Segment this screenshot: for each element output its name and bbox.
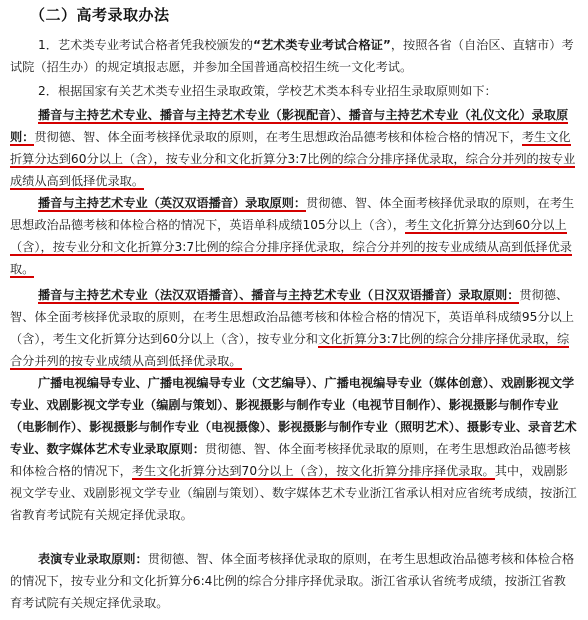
s5-body: 贯彻德、智、体全面考核择优录取的原则，在考生思想政治品德考核和体检合格的情况下，按专业分和文化折算分6:4比例的综合分排序择优录取。浙江省承认省统考成绩，按浙江省教育考试院有关规定择优录取。: [10, 552, 575, 610]
s2-body-1: 贯彻德、智、体全面考核择优录取的原则，在考生思想政治品德考核和体检合格的情况下，英语单科成绩105分以上（含），: [10, 196, 575, 232]
p1-text-c: ，按照各省（自治区、直辖市）考试院（招生办）的规定填报志愿，并参加全国普通高校招生统一文化考试。: [10, 38, 574, 74]
s1-heading: 播音与主持艺术专业、播音与主持艺术专业（影视配音）、播音与主持艺术专业（礼仪文化）录取原则：: [10, 108, 569, 144]
s3-body-1: 贯彻德、智、体全面考核择优录取的原则，在考生思想政治品德考核和体检合格的情况下，英语单科成绩95分以上（含），考生文化折算分达到60分以上（含），按专业分和: [10, 288, 574, 346]
s3-heading: 播音与主持艺术专业（法汉双语播音）、播音与主持艺术专业（日汉双语播音）录取原则：: [38, 288, 520, 302]
s4-body-2: 考生文化折算分达到70分以上（含），按文化折算分排序择优录取。: [131, 464, 495, 478]
s2-body-2: 考生文化折算分达到60分以上（含），按专业分和文化折算分3:7比例的综合分排序择优录取，综合分并列的按专业成绩从高到低择优录取。: [10, 218, 572, 276]
section-heading: （二）高考录取办法: [30, 6, 170, 24]
section-film-tv-majors: [10, 372, 578, 526]
section-performance: [10, 548, 578, 614]
s4-heading: 广播电视编导专业、广播电视编导专业（文艺编导）、广播电视编导专业（媒体创意）、戏剧影视文学专业、戏剧影视文学专业（编剧与策划）、影视摄影与制作专业（电视节目制作）、影视摄影与制作专业（电影制作）、影视摄影与制作专业（电视摄像）、影视摄影与制作专业（照明艺术）、摄影专业、录音艺术专业、数字媒体艺术专业录取原则：: [10, 376, 577, 456]
section-broadcasting-hosting: [10, 104, 578, 192]
p1-text-a: 1．艺术类专业考试合格者凭我校颁发的: [38, 38, 253, 52]
paragraph-2: 2．根据国家有关艺术类专业招生录取政策，学校艺术类本科专业招生录取原则如下：: [38, 84, 497, 98]
section-english-chinese-broadcasting: [10, 192, 578, 280]
s1-body-2: 考生文化折算分达到60分以上（含），按专业分和文化折算分3:7比例的综合分排序择优录取，综合分并列的按专业成绩从高到低择优录取。: [10, 130, 576, 188]
s4-body-3: 其中，戏剧影视文学专业、戏剧影视文学专业（编剧与策划）、数字媒体艺术专业浙江省承认相对应省统考成绩，按浙江省教育考试院有关规定择优录取。: [10, 464, 577, 522]
s2-heading: 播音与主持艺术专业（英汉双语播音）录取原则：: [38, 196, 307, 210]
s3-body-2: 文化折算分3:7比例的综合分排序择优录取，综合分并列的按专业成绩从高到低择优录取。: [10, 332, 570, 368]
s1-body-1: 贯彻德、智、体全面考核择优录取的原则，在考生思想政治品德考核和体检合格的情况下，: [34, 130, 522, 144]
p1-certificate: “艺术类专业考试合格证”: [252, 38, 391, 52]
section-french-japanese-broadcasting: [10, 284, 578, 372]
paragraph-1: [10, 34, 578, 78]
s5-heading: 表演专业录取原则：: [38, 552, 148, 566]
s4-body-1: 贯彻德、智、体全面考核择优录取的原则，在考生思想政治品德考核和体检合格的情况下，: [10, 442, 571, 478]
